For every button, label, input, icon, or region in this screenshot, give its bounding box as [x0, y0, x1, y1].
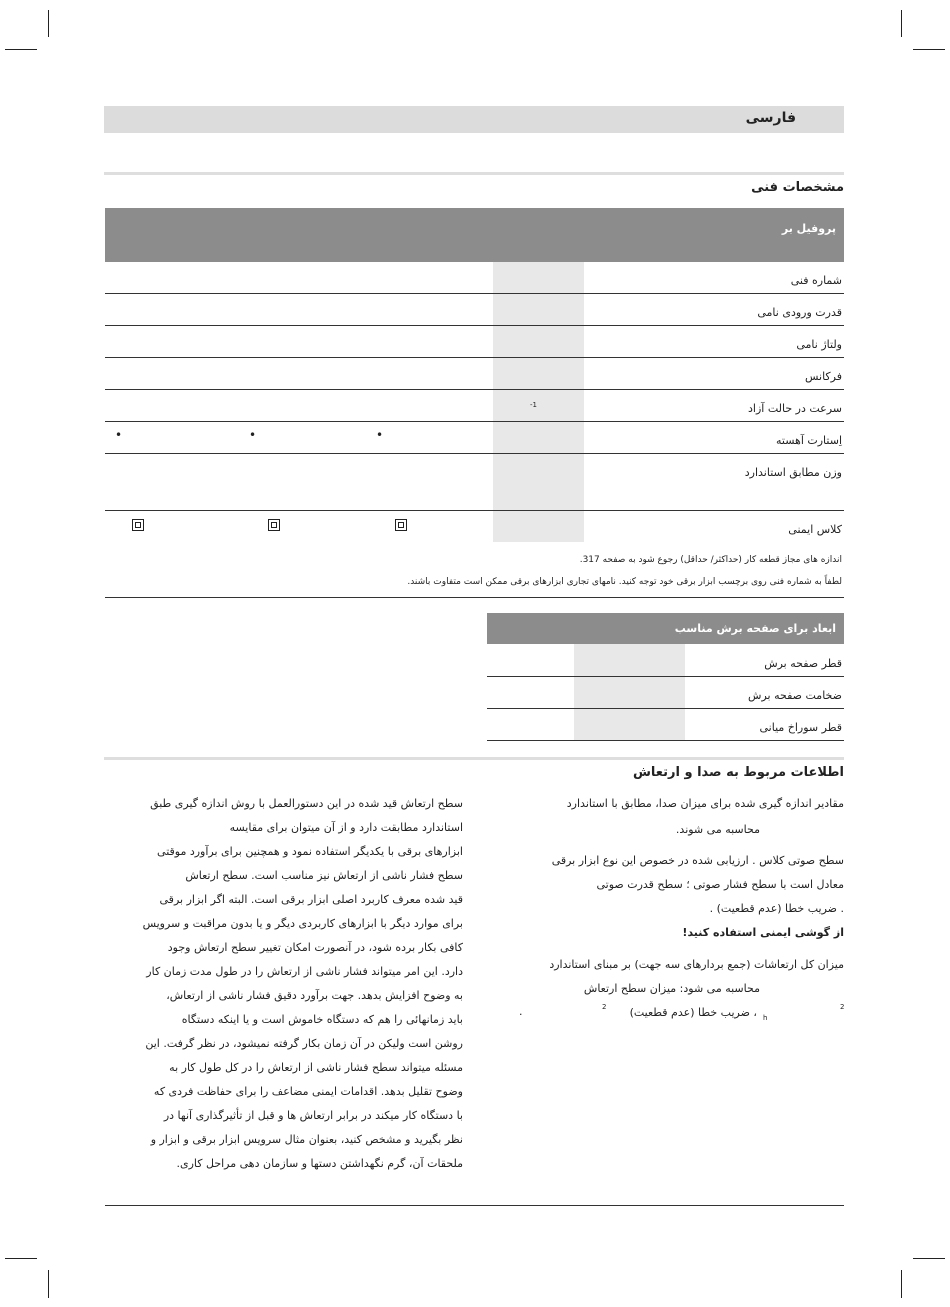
- vibration-text-line: کافی بکار برده شود، در آنصورت امکان تغییر سطح ارتعاش وجود: [167, 941, 463, 954]
- noise-text-line: سطح صوتی کلاس . ارزیابی شده در خصوص این نوع ابزار برقی: [551, 854, 844, 867]
- hearing-protection-warning: از گوشی ایمنی استفاده کنید!: [682, 926, 844, 939]
- row-divider: [105, 421, 844, 422]
- noise-text-line: محاسبه می شود: میزان سطح ارتعاش: [583, 982, 760, 995]
- noise-text-line: میزان کل ارتعاشات (جمع بردارهای سه جهت) بر مبنای استاندارد: [549, 958, 844, 971]
- specs-note-workpiece: اندازه های مجاز قطعه کار (حداکثر/ حداقل) رجوع شود به صفحه 317.: [579, 555, 842, 565]
- soft-start-mark: •: [376, 428, 384, 442]
- crop-mark: [5, 49, 37, 50]
- row-divider: [105, 510, 844, 511]
- vibration-text-line: قید شده معرف کاربرد اصلی ابزار برقی است. البته اگر ابزار برقی: [159, 893, 463, 906]
- vibration-text-line: ابزارهای برقی با یکدیگر استفاده نمود و همچنین برای برآورد موقتی: [157, 845, 463, 858]
- specs-value-column: [493, 262, 584, 542]
- vibration-text-line: ملحقات آن، گرم نگهداشتن دستها و سازمان دهی مراحل کاری.: [176, 1157, 463, 1170]
- class-ii-icon: [132, 519, 144, 531]
- blade-label-thickness: ضخامت صفحه برش: [748, 689, 842, 702]
- vibration-text-line: استاندارد مطابقت دارد و از آن میتوان برای مقایسه: [229, 821, 463, 834]
- blade-header-label: ابعاد برای صفحه برش مناسب: [674, 622, 836, 635]
- noise-title: اطلاعات مربوط به صدا و ارتعاش: [632, 765, 844, 780]
- blade-header: [487, 613, 844, 644]
- vibration-text-line: به وضوح افزایش بدهد. جهت برآورد دقیق فشار ناشی از ارتعاش،: [166, 989, 463, 1002]
- specs-title: مشخصات فنی: [751, 180, 844, 195]
- blade-value-column: [574, 644, 685, 740]
- superscript-2: 2: [840, 1003, 845, 1011]
- noise-text-line: محاسبه می شوند.: [675, 823, 760, 836]
- page-bottom-rule: [105, 1205, 844, 1206]
- spec-unit-speed: -1: [530, 401, 537, 409]
- specs-header: [105, 208, 844, 262]
- spec-label-rated-voltage: ولتاژ نامی: [796, 338, 842, 351]
- vibration-text-line: مسئله میتواند سطح فشار ناشی از ارتعاش را در کل طول کار به: [169, 1061, 463, 1074]
- specs-note-article: لطفاً به شماره فنی روی برچسب ابزار برقی خود توجه کنید. نامهای تجاری ابزارهای برقی ممکن است متفاوت باشند.: [407, 577, 842, 587]
- class-ii-icon: [395, 519, 407, 531]
- noise-text-line: . ضریب خطا (عدم قطعیت) .: [709, 902, 844, 915]
- spec-label-weight: وزن مطابق استاندارد: [744, 466, 842, 479]
- row-divider: [105, 389, 844, 390]
- vibration-text-line: وضوح تقلیل بدهد. اقدامات ایمنی مضاعف را برای حفاظت فردی که: [153, 1085, 463, 1098]
- language-bar: [104, 106, 844, 133]
- noise-text-line: ، ضریب خطا (عدم قطعیت): [629, 1006, 757, 1019]
- section-divider: [104, 172, 844, 175]
- spec-label-rated-power: قدرت ورودی نامی: [757, 306, 842, 319]
- vibration-text-line: دارد. این امر میتواند فشار ناشی از ارتعاش را در طول مدت زمان کار: [146, 965, 463, 978]
- blade-label-diameter: قطر صفحه برش: [764, 657, 842, 670]
- vibration-text-line: برای موارد دیگر با ابزارهای کاربردی دیگر و یا بدون مراقبت و سرویس: [142, 917, 463, 930]
- soft-start-mark: •: [249, 428, 257, 442]
- crop-mark: [48, 10, 49, 37]
- row-divider: [105, 357, 844, 358]
- row-divider: [487, 708, 844, 709]
- vibration-text-line: سطح فشار ناشی از ارتعاش نیز مناسب است. سطح ارتعاش: [185, 869, 463, 882]
- spec-label-no-load-speed: سرعت در حالت آزاد: [748, 402, 842, 415]
- row-divider: [105, 453, 844, 454]
- specs-header-label: پروفیل بر: [781, 222, 836, 235]
- vibration-text-line: با دستگاه کار میکند در برابر ارتعاش ها و قبل از تأثیرگذاری آنها در: [163, 1109, 463, 1122]
- spec-label-soft-start: اِستارت آهسته: [776, 434, 842, 447]
- subscript-h: h: [763, 1014, 768, 1022]
- class-ii-icon: [268, 519, 280, 531]
- crop-mark: [913, 49, 945, 50]
- row-divider: [105, 325, 844, 326]
- vibration-text-line: باید زمانهائی را هم که دستگاه خاموش است و یا اینکه دستگاه: [181, 1013, 463, 1026]
- crop-mark: [48, 1270, 49, 1298]
- crop-mark: [901, 10, 902, 37]
- row-divider: [487, 740, 844, 741]
- spec-label-article-number: شماره فنی: [790, 274, 842, 287]
- language-label: فارسی: [745, 110, 796, 126]
- noise-text-line: مقادیر اندازه گیری شده برای میزان صدا، مطابق با استاندارد: [566, 797, 844, 810]
- blade-label-bore: قطر سوراخ میانی: [759, 721, 842, 734]
- crop-mark: [913, 1258, 945, 1259]
- section-bottom-rule: [105, 597, 844, 598]
- soft-start-mark: •: [115, 428, 123, 442]
- spec-label-protection-class: کلاس ایمنی: [788, 523, 842, 536]
- vibration-text-line: روشن است ولیکن در آن زمان بکار گرفته نمیشود، در نظر گرفت. این: [145, 1037, 463, 1050]
- period-mark: .: [519, 1005, 523, 1018]
- row-divider: [105, 293, 844, 294]
- superscript-2: 2: [602, 1003, 607, 1011]
- noise-text-line: معادل است با سطح فشار صوتی ؛ سطح قدرت صوتی: [596, 878, 844, 891]
- section-divider: [104, 757, 844, 760]
- row-divider: [487, 676, 844, 677]
- crop-mark: [5, 1258, 37, 1259]
- vibration-text-line: سطح ارتعاش قید شده در این دستورالعمل با روش اندازه گیری طبق: [150, 797, 463, 810]
- vibration-text-line: نظر بگیرید و مشخص کنید، بعنوان مثال سرویس ابزار برقی و ابزار و: [150, 1133, 463, 1146]
- spec-label-frequency: فرکانس: [804, 370, 842, 383]
- crop-mark: [901, 1270, 902, 1298]
